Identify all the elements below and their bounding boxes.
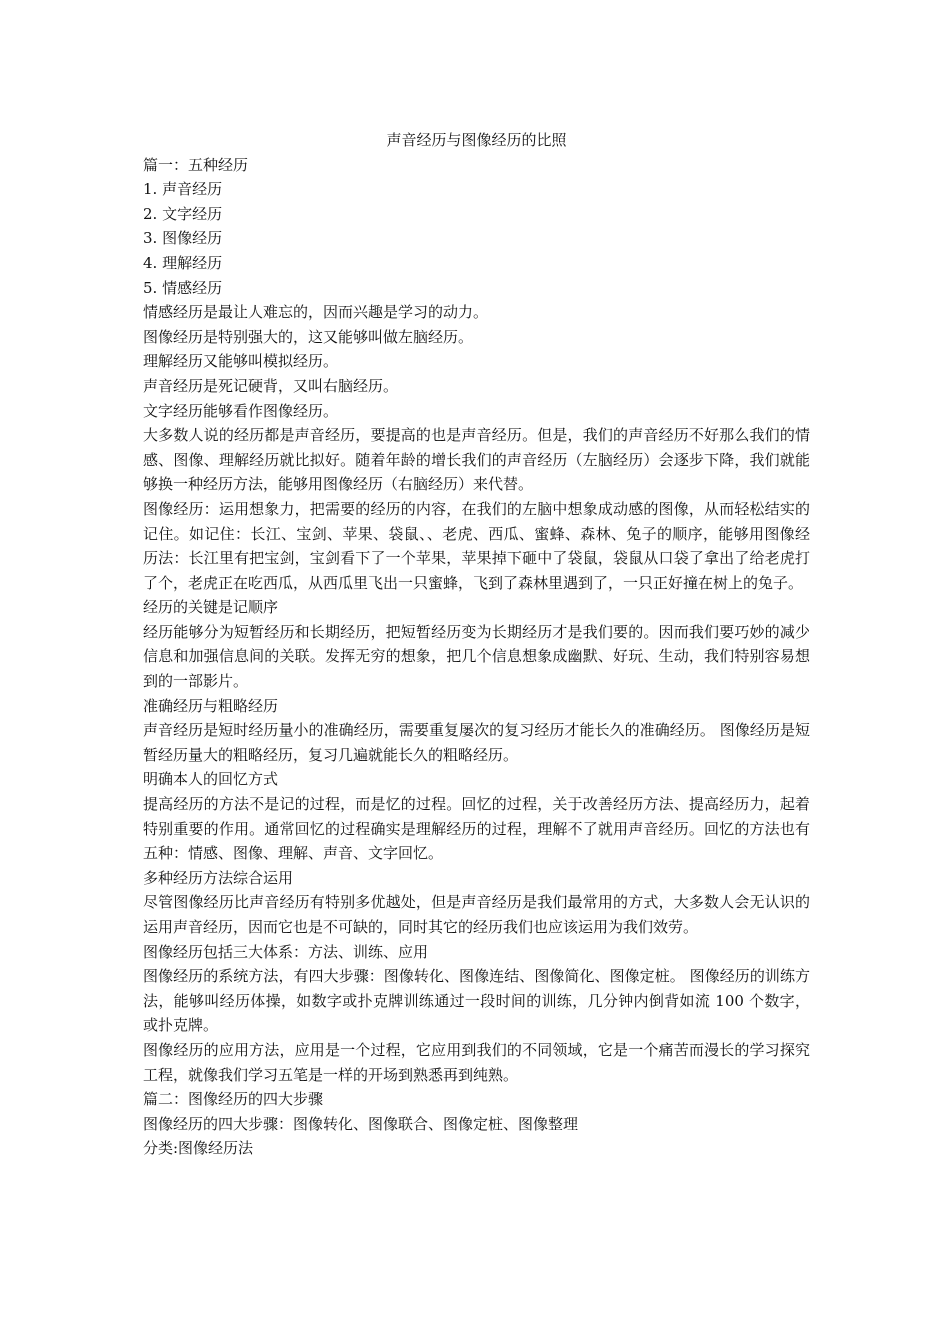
paragraph: 经历能够分为短暂经历和长期经历，把短暂经历变为长期经历才是我们要的。因而我们要巧妙的减少信息和加强信息间的关联。发挥无穷的想象，把几个信息想象成幽默、好玩、生动，我们特别容易想到的一部影片。: [143, 622, 810, 691]
list-item: 2. 文字经历: [143, 204, 223, 223]
paragraph: 尽管图像经历比声音经历有特别多优越处，但是声音经历是我们最常用的方式，大多数人会无认识的运用声音经历，因而它也是不可缺的，同时其它的经历我们也应该运用为我们效劳。: [143, 893, 810, 936]
text-line: 图像经历的四大步骤：图像转化、图像联合、图像定桩、图像整理: [143, 1114, 579, 1133]
paragraph: 声音经历是短时经历量小的准确经历，需要重复屡次的复习经历才能长久的准确经历。 图像经历是短暂经历量大的粗略经历，复习几遍就能长久的粗略经历。: [143, 721, 810, 764]
list-item: 4. 理解经历: [143, 253, 223, 272]
text-line: 声音经历是死记硬背，又叫右脑经历。: [143, 376, 399, 395]
list-item: 5. 情感经历: [143, 278, 223, 297]
document-body: [143, 128, 810, 1161]
paragraph: 图像经历的系统方法，有四大步骤：图像转化、图像连结、图像简化、图像定桩。 图像经历的训练方法，能够叫经历体操，如数字或扑克牌训练通过一段时间的训练，几分钟内倒背如流 100 个数字，或扑克牌。: [143, 967, 810, 1035]
paragraph: 提高经历的方法不是记的过程，而是忆的过程。回忆的过程，关于改善经历方法、提高经历力，起着特别重要的作用。通常回忆的过程确实是理解经历的过程，理解不了就用声音经历。回忆的方法也有五种：情感、图像、理解、声音、文字回忆。: [143, 795, 810, 863]
paragraph: 图像经历：运用想象力，把需要的经历的内容，在我们的左脑中想象成动感的图像，从而轻松结实的记住。如记住：长江、宝剑、苹果、袋鼠、、老虎、西瓜、蜜蜂、森林、兔子的顺序，能够用图像经历法：长江里有把宝剑，宝剑看下了一个苹果，苹果掉下砸中了袋鼠，袋鼠从口袋了拿出了给老虎打了个，老虎正在吃西瓜，从西瓜里飞出一只蜜蜂，飞到了森林里遇到了，一只正好撞在树上的兔子。: [143, 499, 810, 592]
document-title: 声音经历与图像经历的比照: [386, 131, 567, 149]
text-line: 文字经历能够看作图像经历。: [143, 401, 339, 420]
section-heading-part-two: 篇二：图像经历的四大步骤: [143, 1090, 324, 1109]
subheading: 多种经历方法综合运用: [143, 868, 294, 887]
list-item: 1. 声音经历: [143, 180, 223, 199]
paragraph: 图像经历的应用方法，应用是一个过程，它应用到我们的不同领域，它是一个痛苦而漫长的学习探究工程，就像我们学习五笔是一样的开场到熟悉再到纯熟。: [143, 1040, 810, 1084]
text-line: 情感经历是最让人难忘的，因而兴趣是学习的动力。: [143, 303, 489, 322]
section-heading-part-one: 篇一：五种经历: [143, 155, 249, 174]
text-line: 图像经历是特别强大的，这又能够叫做左脑经历。: [143, 327, 474, 346]
subheading: 明确本人的回忆方式: [143, 770, 279, 789]
category-line: 分类:图像经历法: [143, 1139, 254, 1158]
text-line: 理解经历又能够叫模拟经历。: [143, 352, 339, 371]
subheading: 图像经历包括三大体系：方法、训练、应用: [143, 942, 429, 961]
subheading: 经历的关键是记顺序: [143, 598, 279, 617]
paragraph: 大多数人说的经历都是声音经历，要提高的也是声音经历。但是，我们的声音经历不好那么我们的情感、图像、理解经历就比拟好。随着年龄的增长我们的声音经历（左脑经历）会逐步下降，我们就能够换一种经历方法，能够用图像经历（右脑经历）来代替。: [143, 426, 810, 494]
subheading: 准确经历与粗略经历: [143, 696, 279, 715]
list-item: 3. 图像经历: [143, 229, 223, 248]
